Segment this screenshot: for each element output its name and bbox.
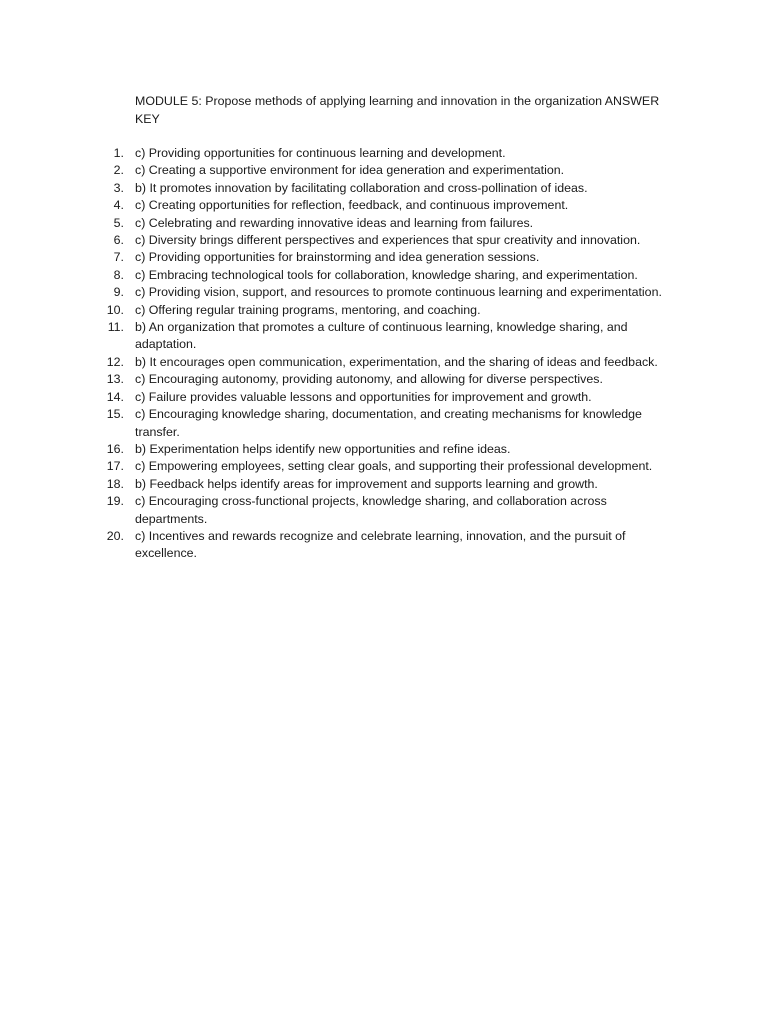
- answer-item: [0, 215, 675, 232]
- answer-item: [0, 389, 675, 406]
- answer-number: 20.: [106, 528, 124, 543]
- answer-number: 15.: [106, 407, 124, 422]
- answer-number: 19.: [106, 494, 124, 509]
- answer-number: 9.: [113, 285, 124, 300]
- answer-number: 3.: [113, 180, 124, 195]
- answer-number: 2.: [113, 163, 124, 178]
- answer-item: [0, 528, 675, 563]
- answer-number: 12.: [106, 354, 124, 369]
- answer-item: [0, 249, 675, 266]
- answer-text: c) Empowering employees, setting clear goals, and supporting their professional development.: [135, 459, 653, 474]
- answer-number: 17.: [106, 459, 124, 474]
- answer-number: 5.: [113, 215, 124, 230]
- answer-item: [0, 371, 675, 388]
- answer-text: c) Encouraging knowledge sharing, documentation, and creating mechanisms for knowledge transfer.: [135, 407, 642, 439]
- answer-number: 11.: [107, 320, 124, 335]
- answer-text: c) Providing opportunities for brainstorming and idea generation sessions.: [135, 250, 540, 265]
- answer-text: b) It promotes innovation by facilitating collaboration and cross-pollination of ideas.: [135, 180, 588, 195]
- answer-text: c) Providing opportunities for continuous learning and development.: [135, 146, 506, 160]
- answer-item: [0, 162, 675, 179]
- answer-number: 10.: [106, 302, 124, 317]
- answer-item: [0, 232, 675, 249]
- answer-number: 8.: [113, 267, 124, 282]
- answer-item: [0, 197, 675, 214]
- answer-number: 14.: [106, 389, 124, 404]
- answer-text: c) Celebrating and rewarding innovative ideas and learning from failures.: [135, 215, 534, 230]
- answer-item: [0, 441, 675, 458]
- answer-text: c) Failure provides valuable lessons and opportunities for improvement and growth.: [135, 389, 592, 404]
- answer-number: 16.: [106, 441, 124, 456]
- answer-item: [0, 284, 675, 301]
- answer-text: b) An organization that promotes a culture of continuous learning, knowledge sharing, and adaptation.: [135, 320, 628, 352]
- answer-text: c) Providing vision, support, and resources to promote continuous learning and experimentation.: [135, 285, 662, 300]
- answer-item: [0, 180, 675, 197]
- answer-item: [0, 145, 675, 162]
- answer-text: c) Incentives and rewards recognize and celebrate learning, innovation, and the pursuit of excellence.: [135, 528, 626, 561]
- answer-item: [0, 493, 675, 528]
- answer-item: [0, 406, 675, 441]
- answer-number: 1.: [113, 146, 124, 160]
- answer-number: 7.: [113, 250, 124, 265]
- answer-text: b) It encourages open communication, experimentation, and the sharing of ideas and feedback.: [135, 354, 658, 369]
- answer-text: b) Feedback helps identify areas for improvement and supports learning and growth.: [135, 476, 598, 491]
- answer-item: [0, 267, 675, 284]
- answer-text: c) Encouraging autonomy, providing autonomy, and allowing for diverse perspectives.: [135, 372, 603, 387]
- answer-number: 18.: [106, 476, 124, 491]
- answer-number: 4.: [113, 198, 124, 213]
- answer-text: b) Experimentation helps identify new opportunities and refine ideas.: [135, 441, 511, 456]
- document-title: MODULE 5: Propose methods of applying learning and innovation in the organization ANSWER KEY: [135, 94, 660, 126]
- answer-text: c) Encouraging cross-functional projects, knowledge sharing, and collaboration across departments.: [135, 494, 607, 526]
- answer-item: [0, 458, 675, 475]
- answer-number: 6.: [113, 233, 124, 248]
- answer-text: c) Creating opportunities for reflection, feedback, and continuous improvement.: [135, 198, 569, 213]
- answer-item: [0, 319, 675, 354]
- answer-text: c) Diversity brings different perspectives and experiences that spur creativity and innovation.: [135, 233, 641, 248]
- answer-item: [0, 354, 675, 371]
- answer-item: [0, 302, 675, 319]
- answer-item: [0, 476, 675, 493]
- answer-list: [0, 145, 768, 563]
- answer-text: c) Embracing technological tools for collaboration, knowledge sharing, and experimentation.: [135, 267, 638, 282]
- answer-text: c) Creating a supportive environment for idea generation and experimentation.: [135, 163, 565, 178]
- answer-number: 13.: [106, 372, 124, 387]
- answer-text: c) Offering regular training programs, mentoring, and coaching.: [135, 302, 481, 317]
